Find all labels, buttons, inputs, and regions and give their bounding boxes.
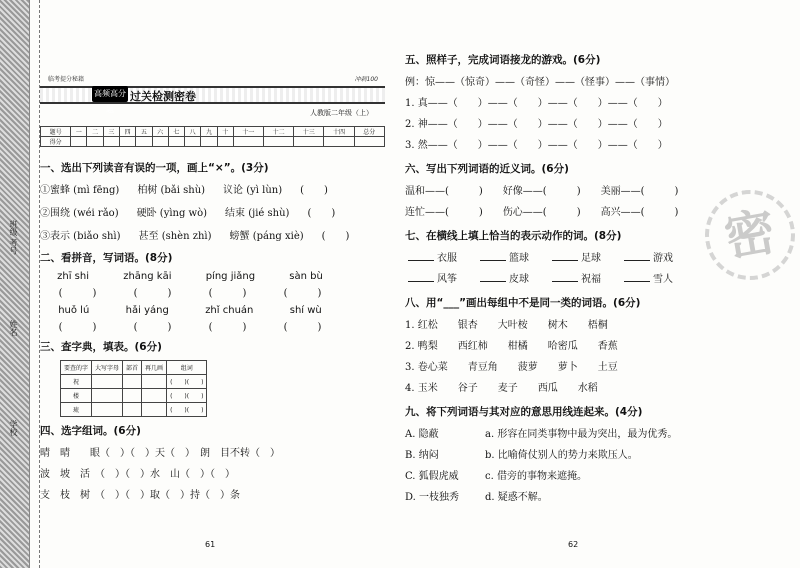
s7-row	[405, 270, 745, 285]
score-cell[interactable]	[233, 137, 263, 147]
answer-paren[interactable]: ( )	[133, 288, 172, 299]
dict-header: 组词	[167, 361, 207, 375]
s6-row[interactable]: 温和——( ) 好像——( ) 美丽——( )	[405, 186, 679, 197]
left-column	[40, 160, 380, 507]
s9-row	[405, 425, 745, 440]
section-6-title: 六、写出下列词语的近义词。(6分)	[405, 163, 569, 175]
score-cell[interactable]	[136, 137, 152, 147]
score-header-cell: 六	[152, 127, 168, 137]
s7-word: 风筝	[437, 274, 477, 285]
answer-blank[interactable]	[552, 260, 578, 261]
score-cell[interactable]	[71, 137, 87, 147]
dict-zuci[interactable]: ( )( )	[167, 389, 207, 403]
score-header-cell: 十二	[264, 127, 294, 137]
s1-row	[40, 204, 380, 219]
header-top	[48, 74, 378, 84]
word-option: ①蜜蜂 (mì fēng)	[40, 185, 120, 196]
s9-meaning[interactable]: d. 疑惑不解。	[485, 492, 548, 503]
score-cell[interactable]	[324, 137, 354, 147]
score-cell[interactable]	[354, 137, 384, 147]
score-cell[interactable]	[217, 137, 233, 147]
section-5-title: 五、照样子，完成词语接龙的游戏。(6分)	[405, 54, 601, 66]
answer-paren[interactable]: ( )	[208, 288, 247, 299]
word-option: 结束 (jié shù)	[225, 208, 290, 219]
s1-row	[40, 181, 380, 196]
s9-row	[405, 488, 745, 503]
dict-header: 大写字母	[92, 361, 123, 375]
word-option: 甚至 (shèn zhì)	[138, 231, 212, 242]
score-label: 得分	[41, 137, 71, 147]
s7-word: 衣服	[437, 253, 477, 264]
score-header-cell: 二	[87, 127, 103, 137]
score-cell[interactable]	[87, 137, 103, 147]
s9-meaning[interactable]: a. 形容在同类事物中最为突出，最为优秀。	[485, 429, 678, 440]
score-cell[interactable]	[103, 137, 119, 147]
s1-row	[40, 227, 380, 242]
s9-row	[405, 467, 745, 482]
answer-paren[interactable]: ( )	[133, 322, 172, 333]
s7-word: 祝福	[581, 274, 621, 285]
s8-row[interactable]: 1. 红松 银杏 大叶桉 树木 梧桐	[405, 320, 608, 331]
pinyin-item: zhī shi	[57, 271, 89, 282]
brand: 临考提分秘籍	[48, 76, 85, 83]
score-header-cell: 十	[217, 127, 233, 137]
s9-term[interactable]: B. 纳闷	[405, 450, 439, 461]
answer-paren[interactable]: ( )	[283, 322, 322, 333]
score-header-cell: 八	[185, 127, 201, 137]
answer-blank[interactable]	[624, 260, 650, 261]
pinyin-item: píng jiǎng	[205, 271, 256, 282]
pinyin-item: zhāng kāi	[123, 271, 172, 282]
title-badge: 高频高分题	[92, 86, 128, 102]
answer-paren[interactable]: ( )	[208, 322, 247, 333]
word-option: ②围绕 (wéi rǎo)	[40, 208, 119, 219]
score-cell[interactable]	[294, 137, 324, 147]
page-title: 过关检测密卷	[130, 90, 196, 103]
s9-term[interactable]: A. 隐蔽	[405, 429, 439, 440]
answer-blank[interactable]	[408, 281, 434, 282]
score-header-cell: 三	[103, 127, 119, 137]
s7-word: 足球	[581, 253, 621, 264]
s8-row[interactable]: 2. 鸭梨 西红柿 柑橘 哈密瓜 香蕉	[405, 341, 618, 352]
score-header-cell: 一	[71, 127, 87, 137]
answer-paren[interactable]: ( )	[321, 231, 350, 242]
answer-paren[interactable]: ( )	[58, 322, 97, 333]
side-class-label: 班级 考号	[9, 220, 18, 255]
dictionary-table	[60, 360, 207, 417]
answer-blank[interactable]	[480, 281, 506, 282]
secret-stamp: 密	[698, 183, 800, 287]
dict-zuci[interactable]: ( )( )	[167, 403, 207, 417]
pinyin-item: zhǐ chuán	[205, 305, 254, 316]
section-9-title: 九、将下列词语与其对应的意思用线连起来。(4分)	[405, 406, 643, 418]
score-header-cell: 十一	[233, 127, 263, 137]
section-8-title: 八、用“___”画出每组中不是同一类的词语。(6分)	[405, 297, 641, 309]
score-badge: 冲刺100	[354, 76, 378, 83]
word-option: 螃蟹 (páng xiè)	[229, 231, 304, 242]
score-table	[40, 126, 385, 147]
score-header-cell: 九	[201, 127, 217, 137]
side-school-label: 学校	[9, 420, 18, 436]
score-cell[interactable]	[264, 137, 294, 147]
binding-strip	[0, 0, 30, 568]
s8-row[interactable]: 4. 玉米 谷子 麦子 西瓜 水稻	[405, 383, 598, 394]
s6-row[interactable]: 连忙——( ) 伤心——( ) 高兴——( )	[405, 207, 679, 218]
answer-blank[interactable]	[480, 260, 506, 261]
score-header-cell: 七	[168, 127, 184, 137]
dict-header: 部首	[123, 361, 142, 375]
word-option: 柏树 (bǎi shù)	[137, 185, 206, 196]
s9-term[interactable]: C. 狐假虎威	[405, 471, 459, 482]
section-2-title: 二、看拼音，写词语。(8分)	[40, 252, 173, 264]
score-cell[interactable]	[201, 137, 217, 147]
s9-meaning[interactable]: c. 借旁的事物来遮掩。	[485, 471, 587, 482]
dict-header: 要查的字	[61, 361, 92, 375]
pinyin-item: huǒ lú	[58, 305, 90, 316]
score-header-cell: 十三	[294, 127, 324, 137]
pinyin-item: shí wù	[289, 305, 322, 316]
score-header-cell: 题号	[41, 127, 71, 137]
s4-row[interactable]: 波 坡 活 （ ）（ ）水 山（ ）（ ）	[40, 469, 235, 480]
section-7-title: 七、在横线上填上恰当的表示动作的词。(8分)	[405, 230, 622, 242]
s7-word: 皮球	[509, 274, 549, 285]
score-cell[interactable]	[168, 137, 184, 147]
s7-word: 游戏	[653, 253, 693, 264]
dict-header: 再几画	[142, 361, 167, 375]
answer-blank[interactable]	[408, 260, 434, 261]
page-number-right: 62	[568, 540, 579, 549]
dict-zuci[interactable]: ( )( )	[167, 375, 207, 389]
s9-term[interactable]: D. 一枝独秀	[405, 492, 460, 503]
right-column	[405, 52, 745, 509]
dict-char: 祝	[61, 375, 92, 389]
answer-paren[interactable]: ( )	[300, 185, 328, 196]
side-name-label: 姓名	[9, 320, 18, 336]
word-option: ③表示 (biǎo shì)	[40, 231, 121, 242]
answer-blank[interactable]	[624, 281, 650, 282]
answer-paren[interactable]: ( )	[283, 288, 322, 299]
score-header-cell: 总分	[354, 127, 384, 137]
s8-row[interactable]: 3. 卷心菜 青豆角 菠萝 萝卜 土豆	[405, 362, 618, 373]
answer-paren[interactable]: ( )	[307, 208, 336, 219]
s5-example: 例：惊——（惊奇）——（奇怪）——（怪事）——（事情）	[405, 77, 675, 88]
s4-row[interactable]: 晴 晴 眼（ ）（ ）天（ ） 朗 目不转（ ）	[40, 448, 280, 459]
binding-line	[30, 0, 40, 568]
word-option: 议论 (yì lùn)	[223, 185, 283, 196]
s7-word: 雪人	[653, 274, 693, 285]
s4-row[interactable]: 支 枝 树 （ ）（ ）取（ ）持（ ）条	[40, 490, 240, 501]
score-header-cell: 五	[136, 127, 152, 137]
score-cell[interactable]	[119, 137, 135, 147]
pinyin-item: sàn bù	[289, 271, 323, 282]
s9-meaning[interactable]: b. 比喻倚仗别人的势力来欺压人。	[485, 450, 638, 461]
pinyin-item: hǎi yáng	[125, 305, 169, 316]
dict-char: 琉	[61, 403, 92, 417]
page-number-left: 61	[205, 540, 216, 549]
score-cell[interactable]	[185, 137, 201, 147]
s9-row	[405, 446, 745, 461]
s5-row[interactable]: 3. 然——（ ）——（ ）——（ ）——（ ）	[405, 140, 668, 151]
score-header-cell: 四	[119, 127, 135, 137]
section-4-title: 四、选字组词。(6分)	[40, 425, 141, 437]
s7-row	[405, 249, 745, 264]
edition: 人教版二年级（上）	[310, 109, 373, 117]
answer-blank[interactable]	[552, 281, 578, 282]
score-header-cell: 十四	[324, 127, 354, 137]
word-option: 硬卧 (yìng wò)	[136, 208, 208, 219]
score-cell[interactable]	[152, 137, 168, 147]
answer-paren[interactable]: ( )	[58, 288, 97, 299]
s5-row[interactable]: 2. 神——（ ）——（ ）——（ ）——（ ）	[405, 119, 668, 130]
s7-word: 篮球	[509, 253, 549, 264]
section-3-title: 三、查字典，填表。(6分)	[40, 341, 162, 353]
dict-char: 楼	[61, 389, 92, 403]
section-1-title: 一、选出下列读音有误的一项，画上“×”。(3分)	[40, 162, 269, 174]
s5-row[interactable]: 1. 真——（ ）——（ ）——（ ）——（ ）	[405, 98, 668, 109]
